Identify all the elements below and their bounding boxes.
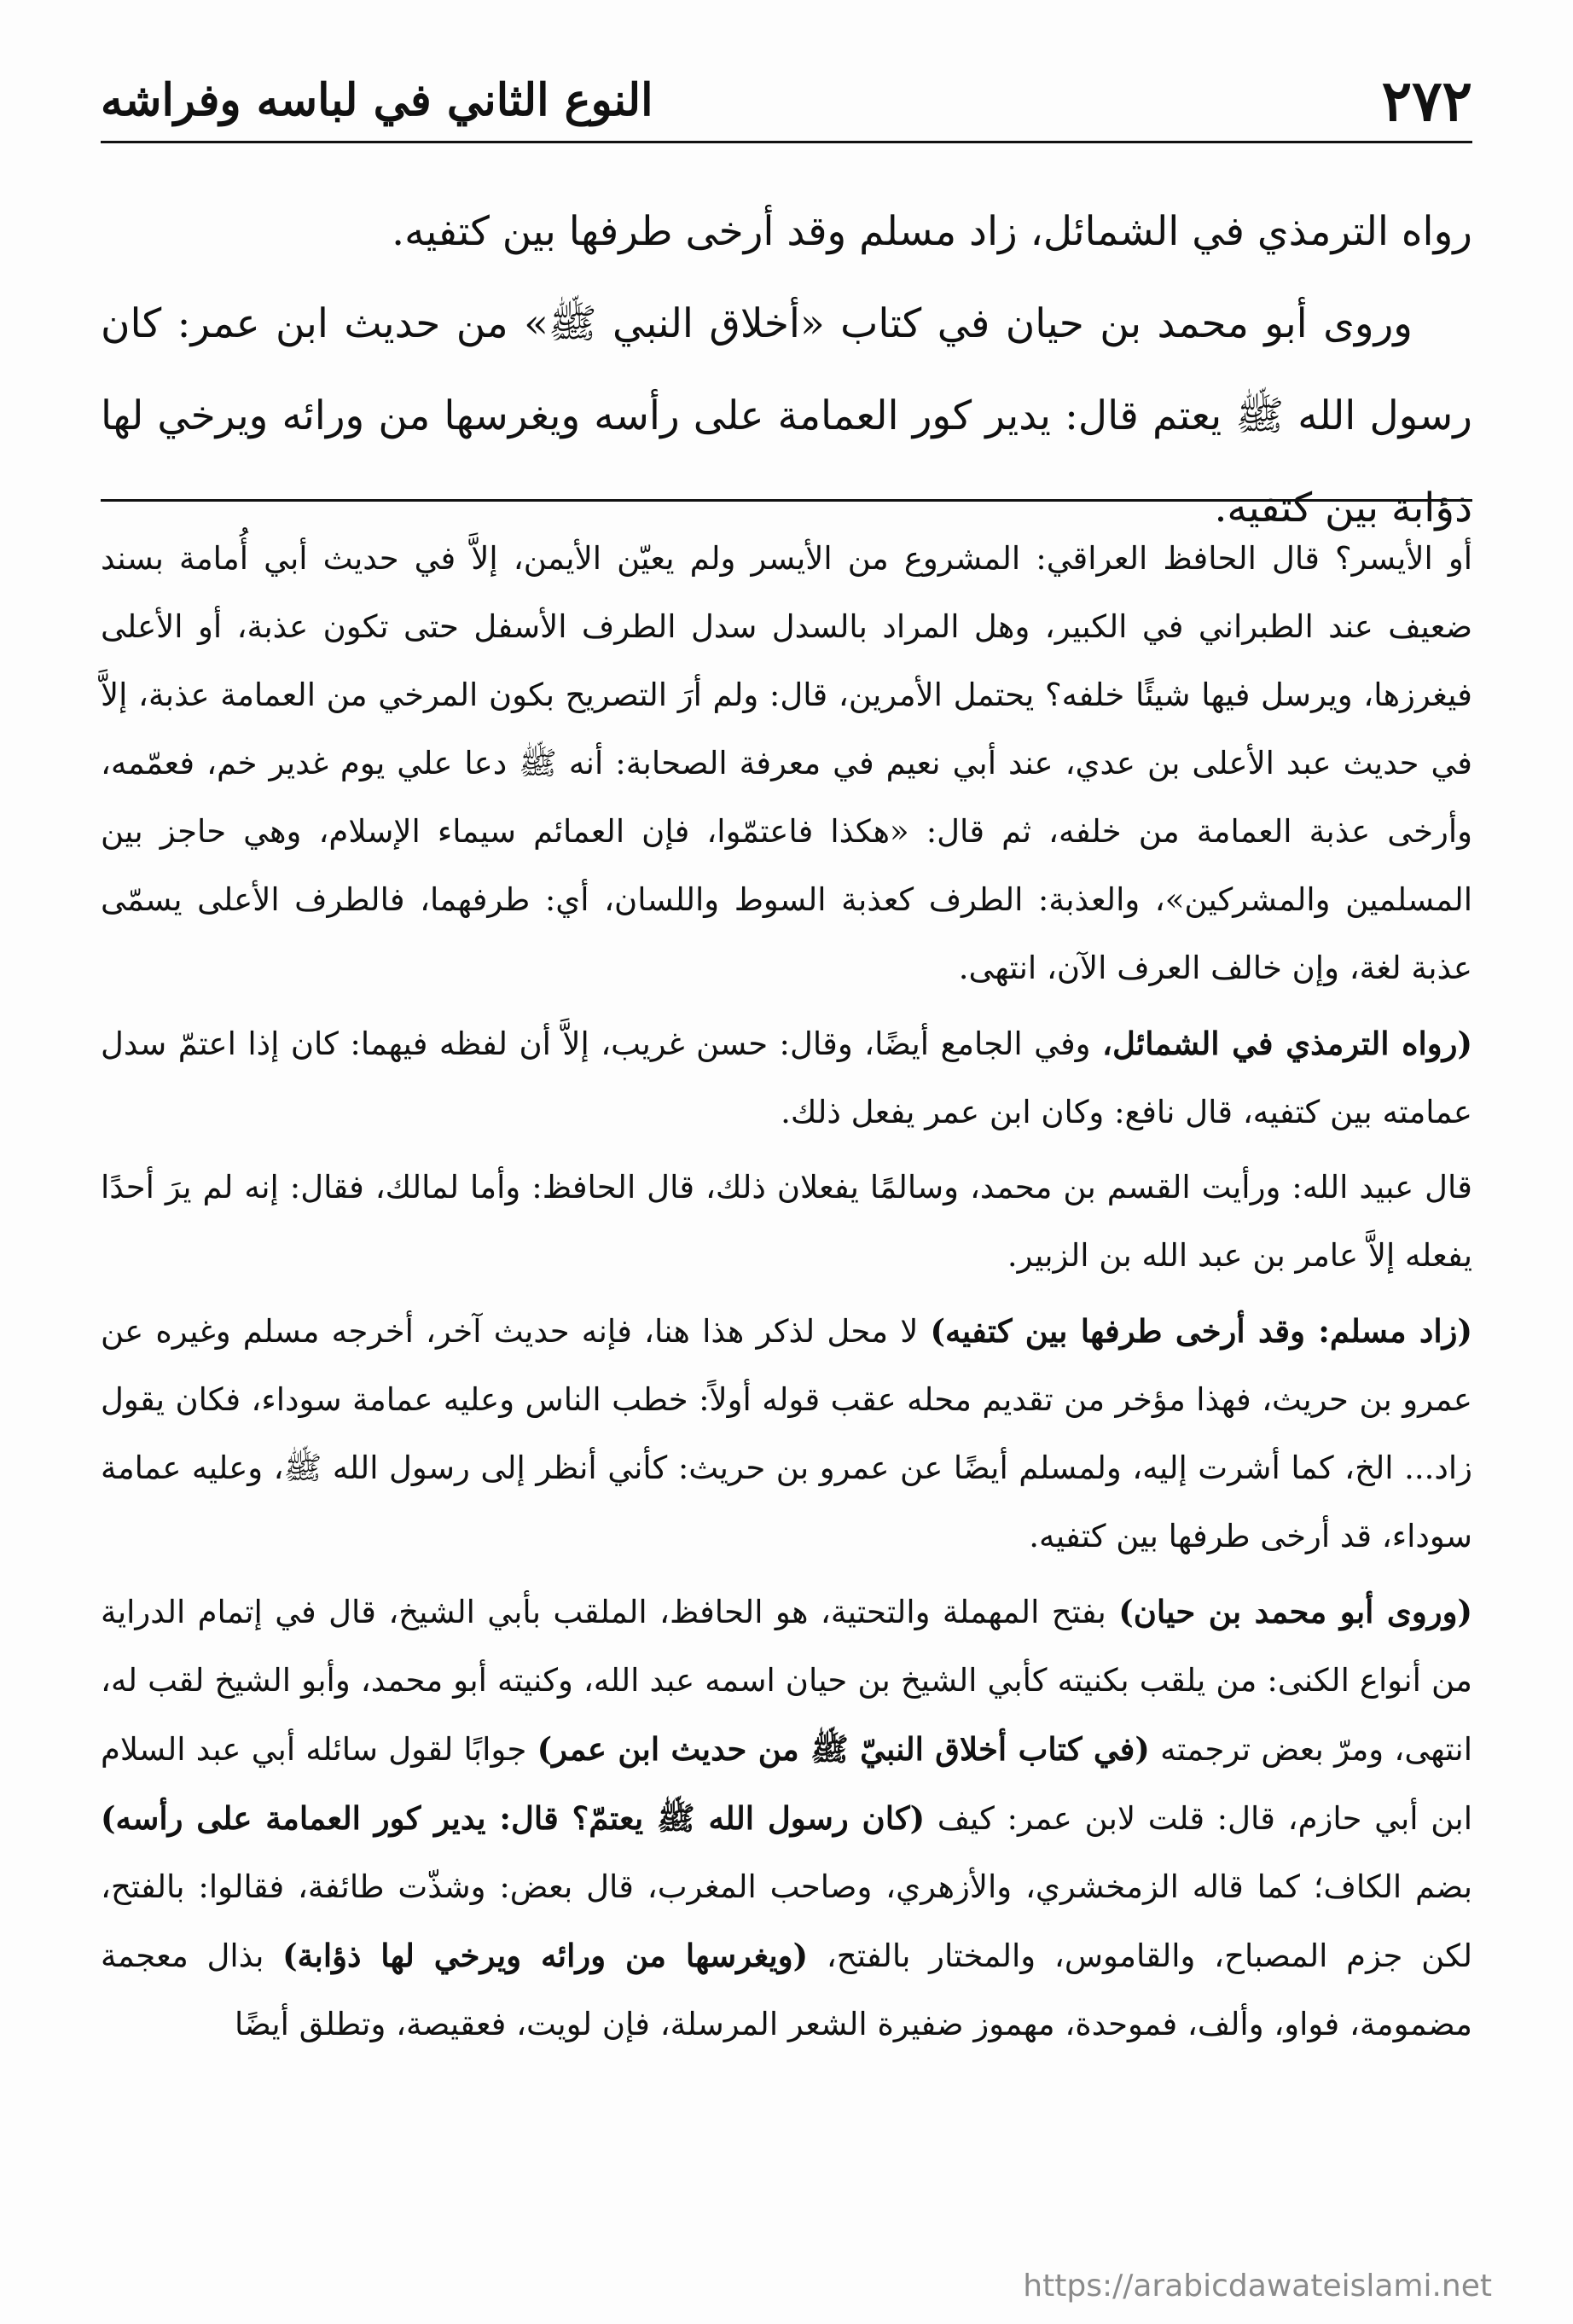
quoted-lemma: (ويغرسها من ورائه ويرخي لها ذؤابة) bbox=[282, 1937, 809, 1974]
running-title: النوع الثاني في لباسه وفراشه bbox=[101, 74, 653, 126]
commentary-paragraph: قال عبيد الله: ورأيت القسم بن محمد، وسالمًا يفعلان ذلك، قال الحافظ: وأما لمالك، فقال: إنه لم يرَ أحدًا يفعله إلاَّ عامر بن عبد الله بن الزبير. bbox=[101, 1169, 1472, 1274]
commentary-paragraph bbox=[101, 1297, 1472, 1571]
commentary-text-run: بضم الكاف؛ كما قاله الزمخشري، والأزهري، وصاحب المغرب، قال بعض: وشذّت طائفة، فقالوا: بالفتح، لكن جزم المصباح، والقاموس، والمختار بالفتح، bbox=[101, 1868, 1473, 1974]
commentary-text-run: بذال معجمة مضمومة، فواو، وألف، فموحدة، مهموز ضفيرة الشعر المرسلة، فإن لويت، فعقيصة، وتطلق أيضًا bbox=[101, 1938, 1472, 2042]
page-header bbox=[101, 60, 1472, 143]
quoted-lemma: (في كتاب أخلاق النبيّ ﷺ من حديث ابن عمر) bbox=[537, 1730, 1150, 1768]
quoted-lemma: (رواه الترمذي في الشمائل، bbox=[1102, 1025, 1472, 1062]
commentary-paragraph bbox=[101, 1577, 1472, 2059]
matn-paragraph: وروى أبو محمد بن حيان في كتاب «أخلاق النبي ﷺ» من حديث ابن عمر: كان رسول الله ﷺ يعتم قال: يدير كور العمامة على رأسه ويغرسها من ورائه ويرخي لها ذؤابة بين كتفيه. bbox=[101, 300, 1473, 532]
quoted-lemma: (وروى أبو محمد بن حيان) bbox=[1118, 1593, 1472, 1630]
quoted-lemma: (كان رسول الله ﷺ يعتمّ؟ قال: يدير كور العمامة على رأسه) bbox=[101, 1799, 926, 1837]
matn-paragraph: رواه الترمذي في الشمائل، زاد مسلم وقد أرخى طرفها بين كتفيه. bbox=[392, 208, 1472, 255]
commentary-text-run: بفتح المهملة والتحتية، هو الحافظ، الملقب بأبي الشيخ، قال في إتمام الدراية من أنواع الكنى: من يلقب بكنيته كأبي الشيخ بن حيان اسمه عبد الله، وكنيته أبو محمد، وأبو الشيخ لقب له، انتهى، ومرّ بعض ترجمته bbox=[101, 1594, 1472, 1768]
section-divider bbox=[101, 499, 1472, 502]
commentary-text bbox=[101, 525, 1472, 2065]
commentary-paragraph bbox=[101, 1009, 1472, 1147]
commentary-paragraph: أو الأيسر؟ قال الحافظ العراقي: المشروع من الأيسر ولم يعيّن الأيمن، إلاَّ في حديث أبي أُمامة بسند ضعيف عند الطبراني في الكبير، وهل المراد بالسدل سدل الطرف الأسفل حتى تكون عذبة، أو الأعلى فيغرزها، ويرسل فيها شيئًا خلفه؟ يحتمل الأمرين، قال: ولم أرَ التصريح بكون المرخي من العمامة عذبة، إلاَّ في حديث عبد الأعلى بن عدي، عند أبي نعيم في معرفة الصحابة: أنه ﷺ دعا علي يوم غدير خم، فعمّمه، وأرخى عذبة العمامة من خلفه، ثم قال: «هكذا فاعتمّوا، فإن العمائم سيماء الإسلام، وهي حاجز بين المسلمين والمشركين»، والعذبة: الطرف كعذبة السوط واللسان، أي: طرفهما، فالطرف الأعلى يسمّى عذبة لغة، وإن خالف العرف الآن، انتهى. bbox=[101, 540, 1472, 986]
page-number: ٢٧٢ bbox=[1381, 67, 1472, 134]
commentary-text-run: جوابًا لقول سائله أبي عبد السلام ابن أبي حازم، قال: قلت لابن عمر: كيف bbox=[101, 1731, 1472, 1837]
commentary-text-run: لا محل لذكر هذا هنا، فإنه حديث آخر، أخرجه مسلم وغيره عن عمرو بن حريث، فهذا مؤخر من تقديم محله عقب قوله أولاً: خطب الناس وعليه عمامة سوداء، فكان يقول زاد... الخ، كما أشرت إليه، ولمسلم أيضًا عن عمرو بن حريث: كأني أنظر إلى رسول الله ﷺ، وعليه عمامة سوداء، قد أرخى طرفها بين كتفيه. bbox=[101, 1313, 1472, 1554]
source-watermark: https://arabicdawateislami.net bbox=[1023, 2269, 1492, 2304]
quoted-lemma: (زاد مسلم: وقد أرخى طرفها بين كتفيه) bbox=[930, 1312, 1473, 1350]
commentary-text-run: وفي الجامع أيضًا، وقال: حسن غريب، إلاَّ أن لفظه فيهما: كان إذا اعتمّ سدل عمامته بين كتفيه، قال نافع: وكان ابن عمر يفعل ذلك. bbox=[101, 1025, 1472, 1130]
